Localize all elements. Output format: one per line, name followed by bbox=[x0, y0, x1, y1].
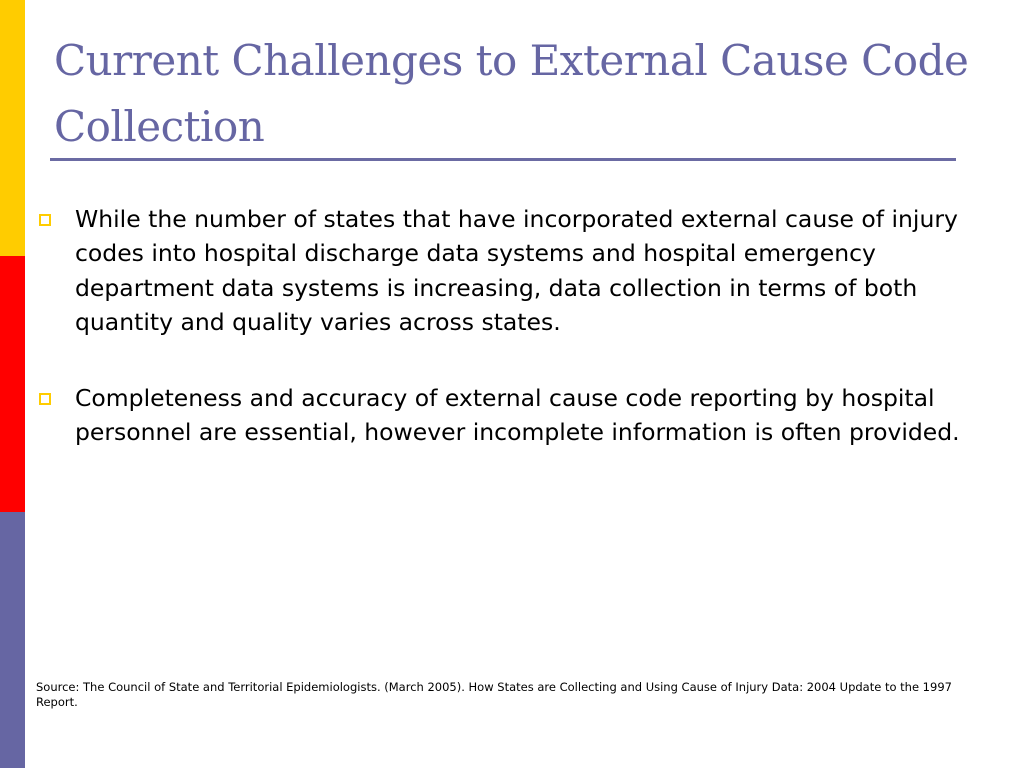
side-bar-yellow bbox=[0, 0, 25, 256]
side-bar-red bbox=[0, 256, 25, 512]
hollow-square-bullet-icon bbox=[39, 214, 51, 226]
bullet-item bbox=[38, 202, 988, 339]
slide-title: Current Challenges to External Cause Code Collection bbox=[54, 36, 969, 151]
bullet-list bbox=[38, 202, 988, 492]
side-bar-blue bbox=[0, 512, 25, 768]
bullet-text: Completeness and accuracy of external cause code reporting by hospital personnel are essential, however incomplete information is often provided. bbox=[75, 384, 960, 447]
hollow-square-bullet-icon bbox=[39, 393, 51, 405]
bullet-item bbox=[38, 381, 988, 450]
source-footnote: Source: The Council of State and Territorial Epidemiologists. (March 2005). How States are Collecting and Using Cause of Injury Data: 2004 Update to the 1997 Report. bbox=[36, 680, 952, 709]
bullet-text: While the number of states that have incorporated external cause of injury codes into hospital discharge data systems and hospital emergency department data systems is increasing, data collection in terms of both quantity and quality varies across states. bbox=[75, 205, 958, 336]
title-underline bbox=[50, 158, 956, 161]
